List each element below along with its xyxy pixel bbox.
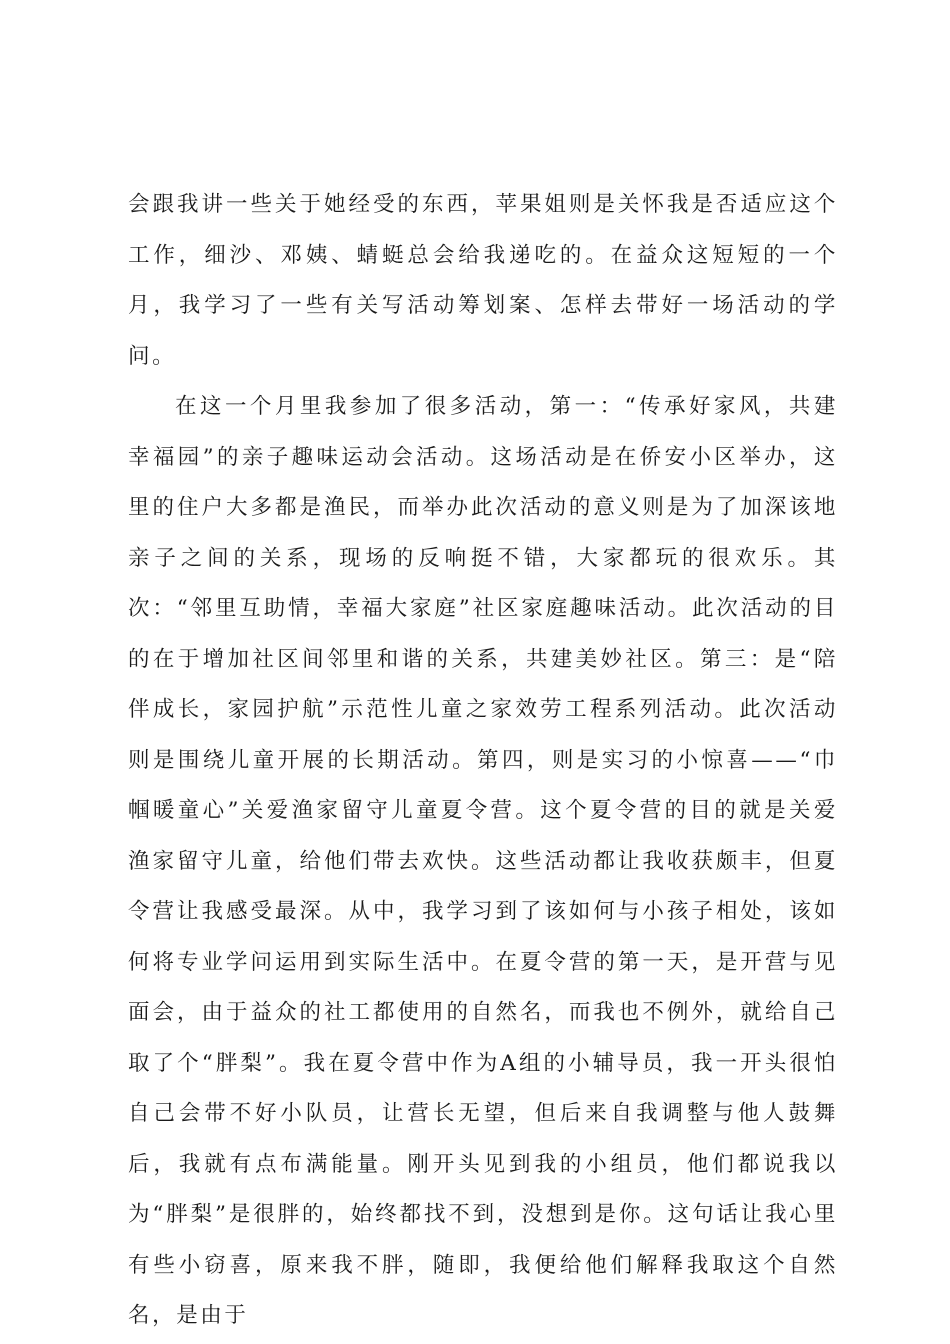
document-body (128, 180, 838, 1342)
paragraph-activities: 在这一个月里我参加了很多活动，第一：“传承好家风，共建幸福园”的亲子趣味运动会活动。这场活动是在侨安小区举办，这里的住户大多都是渔民，而举办此次活动的意义则是为了加深该地亲子之间的关系，现场的反响挺不错，大家都玩的很欢乐。其次：“邻里互助情，幸福大家庭”社区家庭趣味活动。此次活动的目的在于增加社区间邻里和谐的关系，共建美妙社区。第三：是“陪伴成长，家园护航”示范性儿童之家效劳工程系列活动。此次活动则是围绕儿童开展的长期活动。第四，则是实习的小惊喜——“巾帼暖童心”关爱渔家留守儿童夏令营。这个夏令营的目的就是关爱渔家留守儿童，给他们带去欢快。这些活动都让我收获颇丰，但夏令营让我感受最深。从中，我学习到了该如何与小孩子相处，该如何将专业学问运用到实际生活中。在夏令营的第一天，是开营与见面会，由于益众的社工都使用的自然名，而我也不例外，就给自己取了个“胖梨”。我在夏令营中作为A组的小辅导员，我一开头很怕自己会带不好小队员，让营长无望，但后来自我调整与他人鼓舞后，我就有点布满能量。刚开头见到我的小组员，他们都说我以为“胖梨”是很胖的，始终都找不到，没想到是你。这句话让我心里有些小窃喜，原来我不胖，随即，我便给他们解释我取这个自然名，是由于 (128, 394, 838, 1328)
paragraph-continuation: 会跟我讲一些关于她经受的东西，苹果姐则是关怀我是否适应这个工作，细沙、邓姨、蜻蜓总会给我递吃的。在益众这短短的一个月，我学习了一些有关写活动筹划案、怎样去带好一场活动的学问。 (128, 192, 838, 369)
